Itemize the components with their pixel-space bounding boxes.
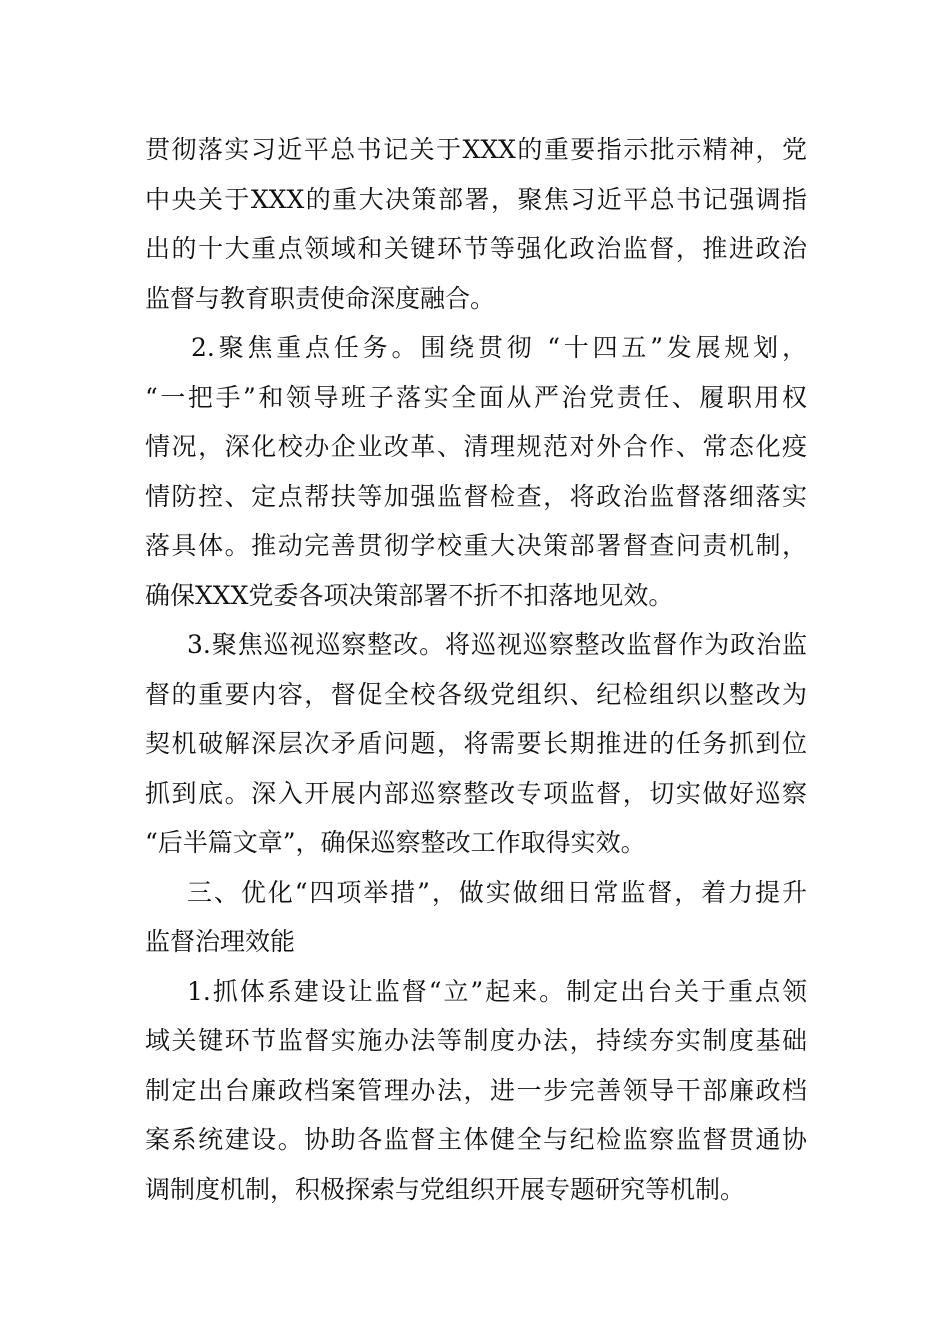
section-heading-line: 监督治理效能 — [145, 927, 296, 956]
text-line: 案系统建设。协助各监督主体健全与纪检监察监督贯通协 — [145, 1125, 807, 1154]
section-heading-line: 三、优化“四项举措”，做实做细日常监督，着力提升 — [187, 877, 807, 907]
paragraph-heading-line: 2.聚焦重点任务。围绕贯彻 “十四五”发展规划， — [191, 333, 807, 362]
text-line: 抓到底。深入开展内部巡察整改专项监督，切实做好巡察 — [145, 778, 807, 808]
text-line: 调制度机制，积极探索与党组织开展专题研究等机制。 — [145, 1174, 746, 1204]
text-line: 督的重要内容，督促全校各级党组织、纪检组织以整改为 — [145, 679, 807, 709]
text-line: 确保XXX党委各项决策部署不折不扣落地见效。 — [145, 580, 674, 610]
document-body — [145, 125, 807, 1214]
text-line: 情防控、定点帮扶等加强监督检查，将政治监督落细落实 — [145, 481, 807, 511]
paragraph-heading-line: 3.聚焦巡视巡察整改。将巡视巡察整改监督作为政治监 — [187, 630, 807, 659]
text-line: “后半篇文章”，确保巡察整改工作取得实效。 — [145, 828, 646, 857]
text-line: “一把手”和领导班子落实全面从严治党责任、履职用权 — [145, 382, 807, 412]
text-line: 契机破解深层次矛盾问题，将需要长期推进的任务抓到位 — [145, 729, 807, 758]
text-line: 出的十大重点领域和关键环节等强化政治监督，推进政治 — [145, 234, 807, 263]
text-line: 中央关于XXX的重大决策部署，聚焦习近平总书记强调指 — [145, 184, 807, 214]
paragraph-heading-line: 1.抓体系建设让监督“立”起来。制定出台关于重点领 — [187, 976, 807, 1006]
text-line: 情况，深化校办企业改革、清理规范对外合作、常态化疫 — [145, 432, 807, 461]
text-line: 制定出台廉政档案管理办法，进一步完善领导干部廉政档 — [145, 1075, 807, 1105]
text-line: 监督与教育职责使命深度融合。 — [145, 283, 496, 313]
text-line: 域关键环节监督实施办法等制度办法，持续夯实制度基础 — [145, 1026, 807, 1055]
text-line: 贯彻落实习近平总书记关于XXX的重要指示批示精神，党 — [145, 135, 807, 164]
text-line: 落具体。推动完善贯彻学校重大决策部署督查问责机制， — [145, 531, 807, 560]
